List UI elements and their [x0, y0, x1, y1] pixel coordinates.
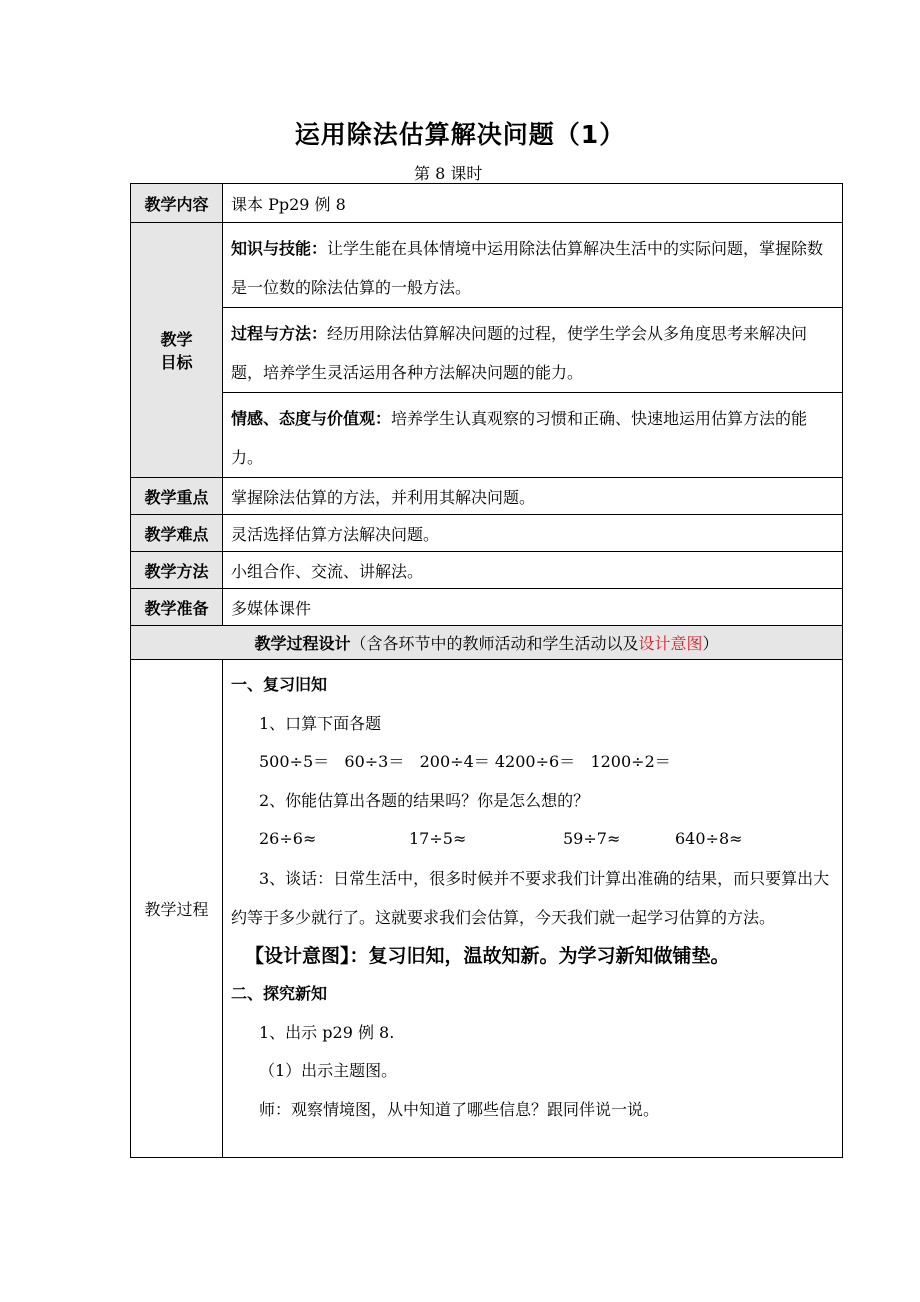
method-row: [131, 552, 843, 589]
preparation-value: 多媒体课件: [223, 589, 843, 626]
review-item-2: 2、你能估算出各题的结果吗？你是怎么想的？: [259, 790, 590, 810]
process-row: [131, 660, 843, 1158]
design-intent: 【设计意图】：复习旧知，温故知新。为学习新知做铺垫。: [245, 944, 730, 967]
explore-item-1: 1、出示 p29 例 8.: [259, 1022, 395, 1042]
difficulty-label: 教学难点: [131, 515, 223, 552]
process-content: [223, 660, 843, 1158]
review-item-3: 3、谈话：日常生活中，很多时候并不要求我们计算出准确的结果，而只要算出大约等于多少就行了。这就要求我们会估算，今天我们就一起学习估算的方法。: [231, 868, 830, 927]
process-label: 教学过程: [131, 660, 223, 1158]
difficulty-row: [131, 515, 843, 552]
goal-emotion-row: [131, 393, 843, 478]
section-explore-title: 二、探究新知: [231, 984, 328, 1003]
content-label: 教学内容: [131, 184, 223, 223]
key-point-row: [131, 478, 843, 515]
difficulty-value: 灵活选择估算方法解决问题。: [223, 515, 843, 552]
goal-process: 过程与方法：经历用除法估算解决问题的过程，使学生学会从多角度思考来解决问题，培养学生灵活运用各种方法解决问题的能力。: [223, 308, 843, 393]
method-label: 教学方法: [131, 552, 223, 589]
section-review-title: 一、复习旧知: [231, 675, 328, 694]
goal-process-row: [131, 308, 843, 393]
content-row: [131, 184, 843, 223]
goals-label: 教学 目标: [131, 223, 223, 478]
design-header: 教学过程设计（含各环节中的教师活动和学生活动以及设计意图）: [131, 626, 843, 660]
document-title: 运用除法估算解决问题（1）: [294, 120, 626, 149]
design-header-row: [131, 626, 843, 660]
lesson-number: 第 8 课时: [414, 164, 483, 183]
key-point-label: 教学重点: [131, 478, 223, 515]
content-value: 课本 Pp29 例 8: [223, 184, 843, 223]
explore-item-3: 师：观察情境图，从中知道了哪些信息？跟同伴说一说。: [259, 1099, 660, 1119]
explore-item-2: （1）出示主题图。: [259, 1061, 398, 1080]
goal-emotion: 情感、态度与价值观：培养学生认真观察的习惯和正确、快速地运用估算方法的能力。: [223, 393, 843, 478]
preparation-label: 教学准备: [131, 589, 223, 626]
key-point-value: 掌握除法估算的方法，并利用其解决问题。: [223, 478, 843, 515]
estimate-row: 26÷6≈ 17÷5≈ 59÷7≈ 640÷8≈: [259, 829, 743, 848]
preparation-row: [131, 589, 843, 626]
lesson-plan-table: [130, 183, 843, 1158]
review-item-1: 1、口算下面各题: [259, 713, 382, 733]
mental-calc-row: 500÷5＝ 60÷3＝ 200÷4＝ 4200÷6＝ 1200÷2＝: [259, 752, 671, 771]
goal-knowledge-row: [131, 223, 843, 308]
method-value: 小组合作、交流、讲解法。: [223, 552, 843, 589]
goal-knowledge: 知识与技能：让学生能在具体情境中运用除法估算解决生活中的实际问题，掌握除数是一位数的除法估算的一般方法。: [223, 223, 843, 308]
